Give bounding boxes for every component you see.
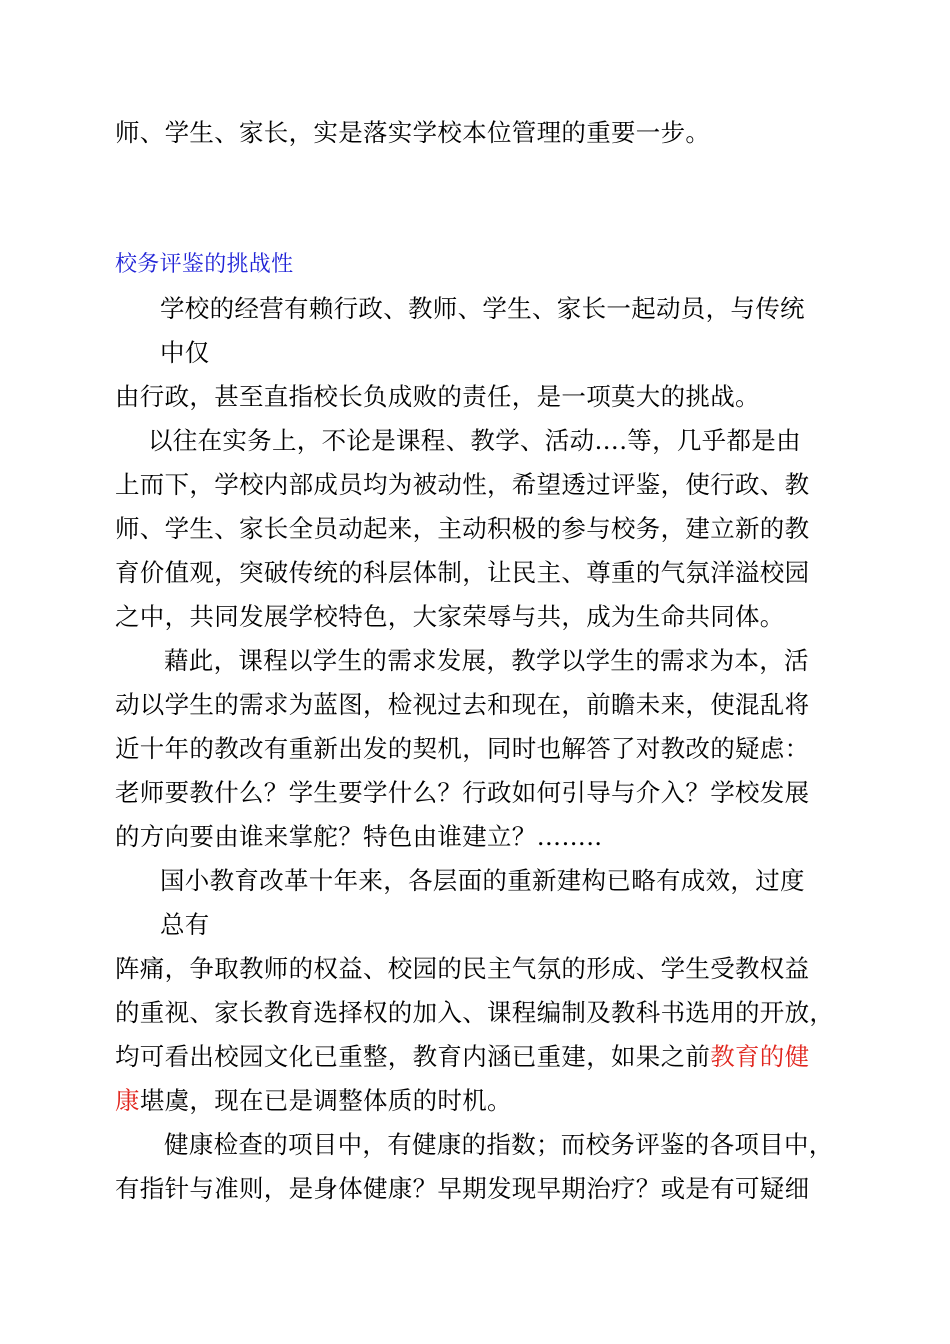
text-run: 堪虞，现在已是调整体质的时机。 xyxy=(139,1086,512,1115)
text-line: 中仅 xyxy=(160,338,210,367)
text-line: 师、学生、家长全员动起来，主动积极的参与校务，建立新的教 xyxy=(115,514,810,543)
text-line: 藉此，课程以学生的需求发展，教学以学生的需求为本，活 xyxy=(164,646,809,675)
text-line: 老师要教什么？学生要学什么？行政如何引导与介入？学校发展 xyxy=(115,778,810,807)
text-line: 健康检查的项目中，有健康的指数；而校务评鉴的各项目中， xyxy=(164,1130,834,1159)
text-line xyxy=(115,1086,512,1116)
highlighted-text: 教育的健 xyxy=(710,1042,810,1071)
text-line: 师、学生、家长，实是落实学校本位管理的重要一步。 xyxy=(115,118,711,147)
text-line: 由行政，甚至直指校长负成败的责任，是一项莫大的挑战。 xyxy=(115,382,760,411)
text-line: 国小教育改革十年来，各层面的重新建构已略有成效，过度 xyxy=(160,866,805,895)
section-heading: 校务评鉴的挑战性 xyxy=(115,252,294,277)
text-line xyxy=(115,1042,809,1072)
text-line: 上而下，学校内部成员均为被动性，希望透过评鉴，使行政、教 xyxy=(115,470,810,499)
text-line: 的方向要由谁来掌舵？特色由谁建立？…….. xyxy=(115,822,603,851)
highlighted-text: 康 xyxy=(115,1086,140,1115)
text-line: 学校的经营有赖行政、教师、学生、家长一起动员，与传统 xyxy=(160,294,805,323)
text-line: 以往在实务上，不论是课程、教学、活动….等，几乎都是由 xyxy=(148,426,801,455)
text-line: 之中，共同发展学校特色，大家荣辱与共，成为生命共同体。 xyxy=(115,602,785,631)
text-line: 有指针与准则，是身体健康？早期发现早期治疗？或是有可疑细 xyxy=(115,1174,810,1203)
text-run: 均可看出校园文化已重整，教育内涵已重建，如果之前 xyxy=(115,1042,711,1071)
text-line: 动以学生的需求为蓝图，检视过去和现在，前瞻未来，使混乱将 xyxy=(115,690,810,719)
text-line: 近十年的教改有重新出发的契机，同时也解答了对教改的疑虑： xyxy=(115,734,810,763)
text-line: 总有 xyxy=(160,910,210,939)
text-line: 阵痛，争取教师的权益、校园的民主气氛的形成、学生受教权益 xyxy=(115,954,810,983)
text-line: 育价值观，突破传统的科层体制，让民主、尊重的气氛洋溢校园 xyxy=(115,558,810,587)
text-line: 的重视、家长教育选择权的加入、课程编制及教科书选用的开放， xyxy=(115,998,835,1027)
